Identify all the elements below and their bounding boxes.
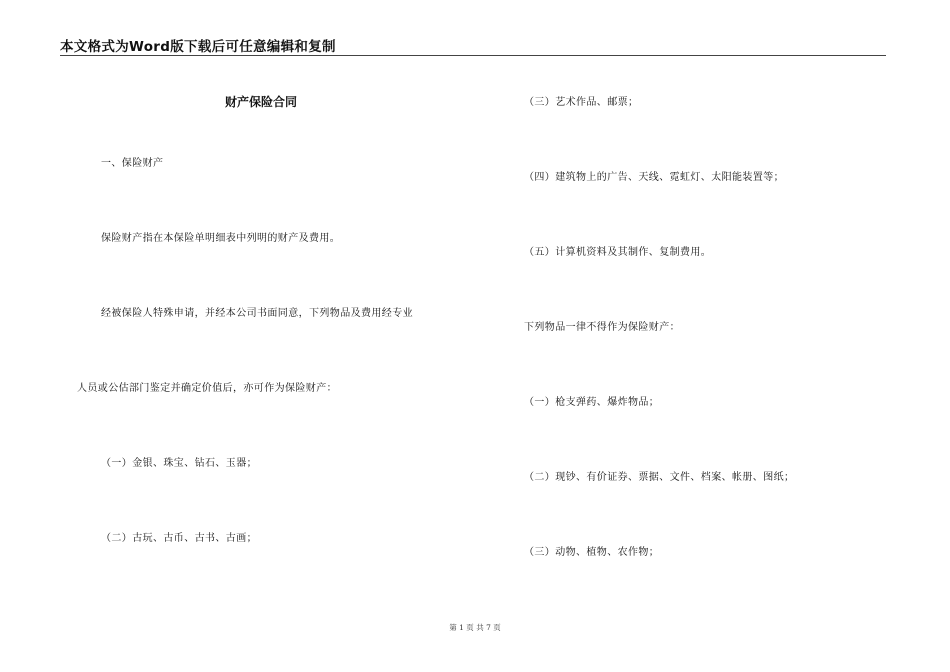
page-number: 第 1 页 共 7 页 [449, 623, 501, 632]
document-title: 财产保险合同 [224, 95, 297, 109]
list-item: （一）枪支弹药、爆炸物品； [524, 397, 660, 408]
paragraph: 下列物品一律不得作为保险财产： [524, 322, 680, 333]
paragraph: 经被保险人特殊申请，并经本公司书面同意，下列物品及费用经专业 [101, 308, 413, 319]
paragraph: 人员或公估部门鉴定并确定价值后，亦可作为保险财产： [77, 383, 337, 394]
list-item: （四）建筑物上的广告、天线、霓虹灯、太阳能装置等； [524, 172, 784, 183]
list-item: （二）古玩、古币、古书、古画； [101, 533, 257, 544]
section-heading: 一、保险财产 [101, 158, 164, 169]
list-item: （二）现钞、有价证券、票据、文件、档案、帐册、图纸； [524, 472, 795, 483]
list-item: （一）金银、珠宝、钻石、玉器； [101, 458, 257, 469]
page-header [60, 33, 886, 56]
list-item: （五）计算机资料及其制作、复制费用。 [524, 247, 712, 258]
header-text: 本文格式为Word版下载后可任意编辑和复制 [60, 39, 336, 55]
list-item: （三）动物、植物、农作物； [524, 547, 660, 558]
list-item: （三）艺术作品、邮票； [524, 97, 639, 108]
paragraph: 保险财产指在本保险单明细表中列明的财产及费用。 [101, 233, 341, 244]
